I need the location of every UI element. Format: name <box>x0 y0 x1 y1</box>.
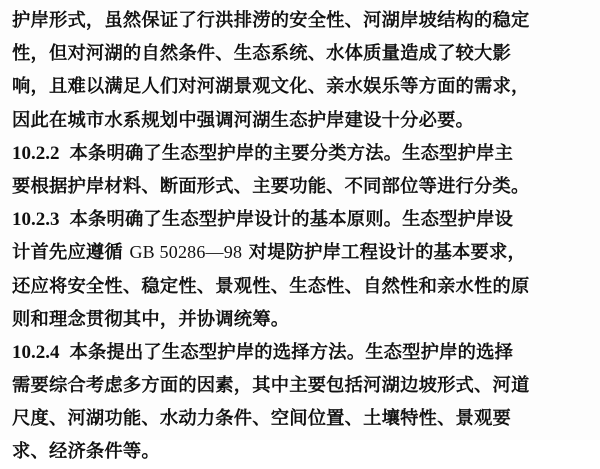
clause-10-2-3-line <box>12 236 594 269</box>
clause-number: 10.2.2 <box>12 142 60 164</box>
clause-10-2-2-line <box>12 137 594 170</box>
paragraph-line: 响，且难以满足人们对河湖景观文化、亲水娱乐等方面的需求， <box>12 76 530 98</box>
clause-10-2-3-line: 还应将安全性、稳定性、景观性、生态性、自然性和亲水性的原 <box>12 275 530 297</box>
paragraph-line: 性，但对河湖的自然条件、生态系统、水体质量造成了较大影 <box>12 43 511 65</box>
paragraph-line: 护岸形式，虽然保证了行洪排涝的安全性、河湖岸坡结构的稳定 <box>12 10 530 31</box>
clause-10-2-4-line: 求、经济条件等。 <box>12 441 160 463</box>
clause-10-2-4-line: 尺度、河湖功能、水动力条件、空间位置、土壤特性、景观要 <box>12 408 511 430</box>
paragraph-line: 因此在城市水系规划中强调河湖生态护岸建设十分必要。 <box>12 109 475 131</box>
clause-10-2-3-line <box>12 203 594 236</box>
clause-number: 10.2.3 <box>12 209 60 231</box>
clause-text: 本条明确了生态型护岸设计的基本原则。生态型护岸设 <box>69 209 514 231</box>
clause-text: 对堤防护岸工程设计的基本要求， <box>242 242 526 264</box>
clause-10-2-4-line <box>12 336 594 369</box>
clause-text: 计首先应遵循 <box>12 242 130 264</box>
standard-code: GB 50286—98 <box>129 242 243 263</box>
document-body <box>12 4 594 469</box>
clause-text: 本条提出了生态型护岸的选择方法。生态型护岸的选择 <box>69 341 514 363</box>
clause-text: 本条明确了生态型护岸的主要分类方法。生态型护岸主 <box>69 142 514 164</box>
clause-10-2-2-line: 要根据护岸材料、断面形式、主要功能、不同部位等进行分类。 <box>12 175 530 197</box>
clause-10-2-3-line: 则和理念贯彻其中，并协调统筹。 <box>12 308 290 330</box>
clause-10-2-4-line: 需要综合考虑多方面的因素，其中主要包括河湖边坡形式、河道 <box>12 375 530 397</box>
clause-number: 10.2.4 <box>12 341 60 363</box>
